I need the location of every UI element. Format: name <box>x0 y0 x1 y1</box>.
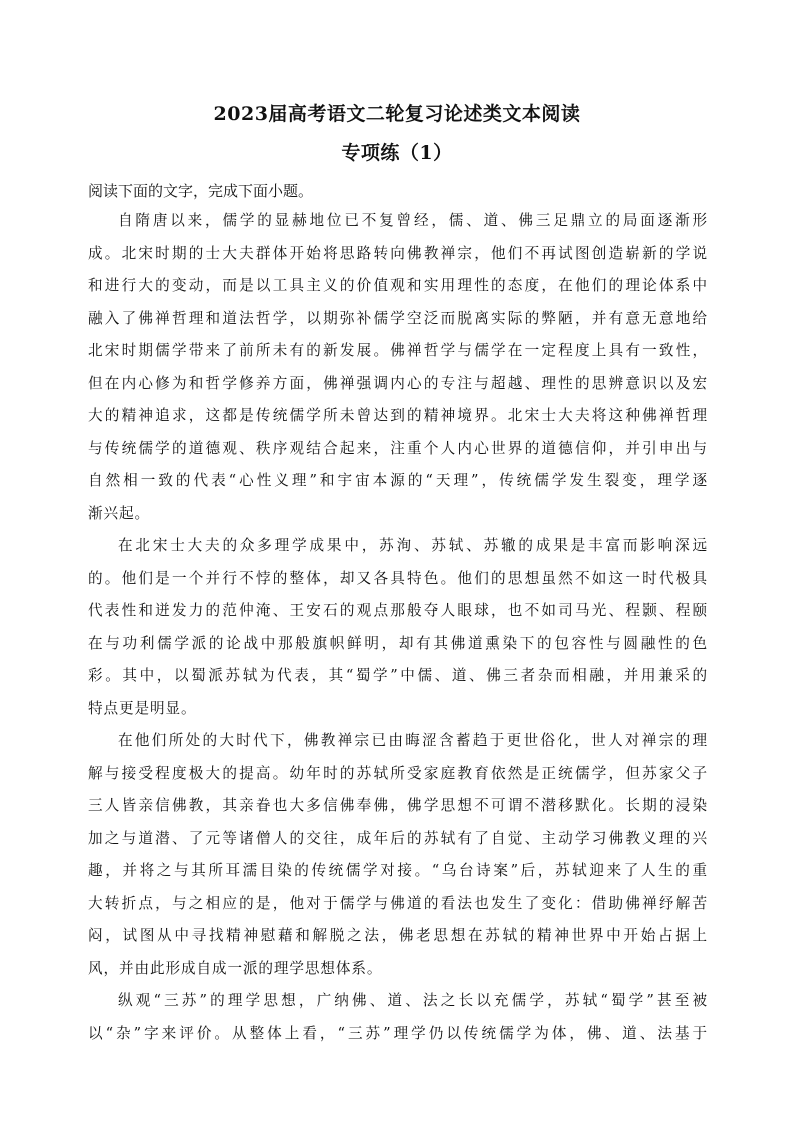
text-line: 大的精神追求，这都是传统儒学所未曾达到的精神境界。北宋士大夫将这种佛禅哲理 <box>88 407 708 424</box>
text-line: 自隋唐以来，儒学的显赫地位已不复曾经，儒、道、佛三足鼎立的局面逐渐形 <box>118 212 708 229</box>
text-line: 彩。其中，以蜀派苏轼为代表，其“蜀学”中儒、道、佛三者杂而相融，并用兼采的 <box>88 667 708 684</box>
reading-instruction: 阅读下面的文字，完成下面小题。 <box>88 182 314 200</box>
document-subtitle: 专项练（1） <box>341 142 453 164</box>
text-line: 特点更是明显。 <box>88 699 197 717</box>
text-line: 加之与道潜、了元等诸僧人的交往，成年后的苏轼有了自觉、主动学习佛教义理的兴 <box>88 829 708 847</box>
text-line: 与传统儒学的道德观、秩序观结合起来，注重个人内心世界的道德信仰，并引申出与 <box>88 439 708 457</box>
text-line: 以“杂”字来评价。从整体上看，“三苏”理学仍以传统儒学为体，佛、道、法基于 <box>88 1024 708 1042</box>
text-line: 解与接受程度极大的提高。幼年时的苏轼所受家庭教育依然是正统儒学，但苏家父子 <box>88 764 708 782</box>
text-line: 三人皆亲信佛教，其亲眷也大多信佛奉佛，佛学思想不可谓不潜移默化。长期的浸染 <box>88 797 708 814</box>
text-line: 成。北宋时期的士大夫群体开始将思路转向佛教禅宗，他们不再试图创造崭新的学说 <box>88 244 708 262</box>
text-line: 在与功利儒学派的论战中那般旗帜鲜明，却有其佛道熏染下的包容性与圆融性的色 <box>88 634 708 652</box>
article-body <box>88 205 708 1050</box>
document-title: 2023届高考语文二轮复习论述类文本阅读 <box>213 103 581 125</box>
text-line: 融入了佛禅哲理和道法哲学，以期弥补儒学空泛而脱离实际的弊陋，并有意无意地给 <box>88 309 708 327</box>
text-line: 风，并由此形成自成一派的理学思想体系。 <box>88 959 383 977</box>
text-line: 渐兴起。 <box>88 504 150 522</box>
text-line: 自然相一致的代表“心性义理”和宇宙本源的“天理”，传统儒学发生裂变，理学逐 <box>88 472 708 489</box>
text-line: 在北宋士大夫的众多理学成果中，苏洵、苏轼、苏辙的成果是丰富而影响深远 <box>118 537 708 554</box>
text-line: 大转折点，与之相应的是，他对于儒学与佛道的看法也发生了变化：借助佛禅纾解苦 <box>88 894 708 912</box>
text-line: 纵观“三苏”的理学思想，广纳佛、道、法之长以充儒学，苏轼“蜀学”甚至被 <box>118 992 708 1009</box>
text-line: 但在内心修为和哲学修养方面，佛禅强调内心的专注与超越、理性的思辨意识以及宏 <box>88 374 708 392</box>
text-line: 闷，试图从中寻找精神慰藉和解脱之法，佛老思想在苏轼的精神世界中开始占据上 <box>88 927 708 944</box>
text-line: 趣，并将之与其所耳濡目染的传统儒学对接。“乌台诗案”后，苏轼迎来了人生的重 <box>88 862 708 879</box>
text-line: 和进行大的变动，而是以工具主义的价值观和实用理性的态度，在他们的理论体系中 <box>88 277 708 294</box>
text-line: 北宋时期儒学带来了前所未有的新发展。佛禅哲学与儒学在一定程度上具有一致性， <box>88 342 708 359</box>
text-line: 的。他们是一个并行不悖的整体，却又各具特色。他们的思想虽然不如这一时代极具 <box>88 569 708 587</box>
text-line: 代表性和迸发力的范仲淹、王安石的观点那般夺人眼球，也不如司马光、程颢、程颐 <box>88 602 708 619</box>
text-line: 在他们所处的大时代下，佛教禅宗已由晦涩含蓄趋于更世俗化，世人对禅宗的理 <box>118 732 708 749</box>
